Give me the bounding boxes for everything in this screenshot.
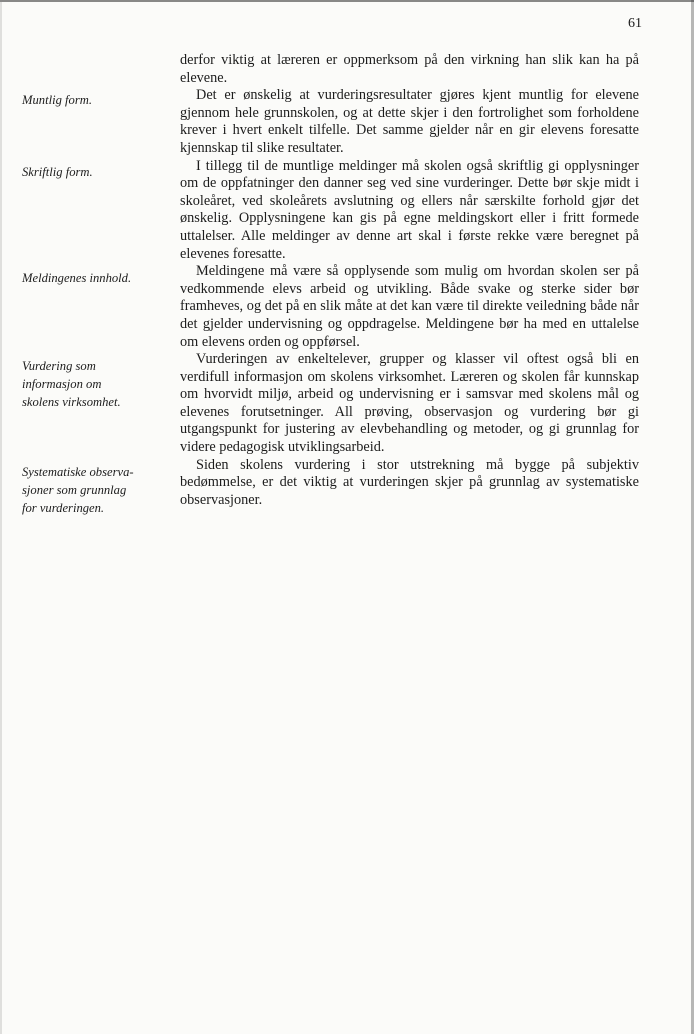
margin-note-line: Vurdering som [22,359,96,373]
paragraph-continuation: derfor viktig at læreren er oppmerksom på den virkning han slik kan ha på elevene. [180,52,639,86]
paragraph-skriftlig-form: I tillegg til de muntlige meldinger må skolen også skriftlig gi opplysninger om de oppfatninger den danner seg ved sine vurderinger. Dette bør skje midt i skoleåret, ved skoleårets avslutning og ellers når særskilte forhold gjør det ønskelig. Opplysningene kan gis på egne meldingskort eller i fritt formede uttalelser. Alle meldinger av denne art skal i første rekke være beregnet på elevenes foresatte. [180,157,639,262]
paragraph-systematiske-observasjoner: Siden skolens vurdering i stor utstrekning må bygge på subjektiv bedømmelse, er det viktig at vurderingen skjer på grunnlag av systematiske observasjoner. [180,456,639,508]
page-top-edge [0,0,694,2]
margin-note-line: Skriftlig form. [22,165,93,179]
paragraph-muntlig-form: Det er ønskelig at vurderingsresultater gjøres kjent muntlig for elevene gjennom hele grunnskolen, og at dette skjer i den fortrolighet som forholdene krever i hvert enkelt tilfelle. Det samme gjelder når en gir elevens foresatte kjennskap til slike resultater. [180,87,639,156]
page-left-edge [0,0,2,1034]
margin-note-systematiske-observasjoner [22,463,162,517]
margin-note-line: informasjon om [22,377,102,391]
margin-note-line: skolens virksomhet. [22,395,121,409]
margin-note-line: sjoner som grunnlag [22,483,127,497]
main-text-column [180,52,639,509]
margin-note-vurdering-som-informasjon [22,357,162,411]
margin-note-line: Meldingenes innhold. [22,271,132,285]
page-number: 61 [628,16,642,31]
margin-note-skriftlig-form [22,163,162,181]
margin-note-meldingenes-innhold [22,269,162,287]
margin-note-line: Muntlig form. [22,93,92,107]
margin-note-line: for vurderingen. [22,501,105,515]
margin-note-muntlig-form [22,91,162,109]
margin-note-line: Systematiske observa- [22,465,134,479]
paragraph-meldingenes-innhold: Meldingene må være så opplysende som mulig om hvordan skolen ser på vedkommende elevs arbeid og utvikling. Både svake og sterke sider bør framheves, og det på en slik måte at det kan være til direkte veiledning både når det gjelder undervisning og oppdragelse. Meldingene bør ha med en uttalelse om elevens orden og oppførsel. [180,263,639,350]
paragraph-vurdering-som-informasjon: Vurderingen av enkeltelever, grupper og klasser vil oftest også bli en verdifull informasjon om skolens virksomhet. Læreren og skolen får kunnskap om hvorvidt miljø, arbeid og undervisning er i samsvar med skolens mål og elevenes forutsetninger. All prøving, observasjon og vurdering bør gi utgangspunkt for justering av elevbehandling og metoder, og gi grunnlag for videre pedagogisk utviklingsarbeid. [180,351,639,456]
